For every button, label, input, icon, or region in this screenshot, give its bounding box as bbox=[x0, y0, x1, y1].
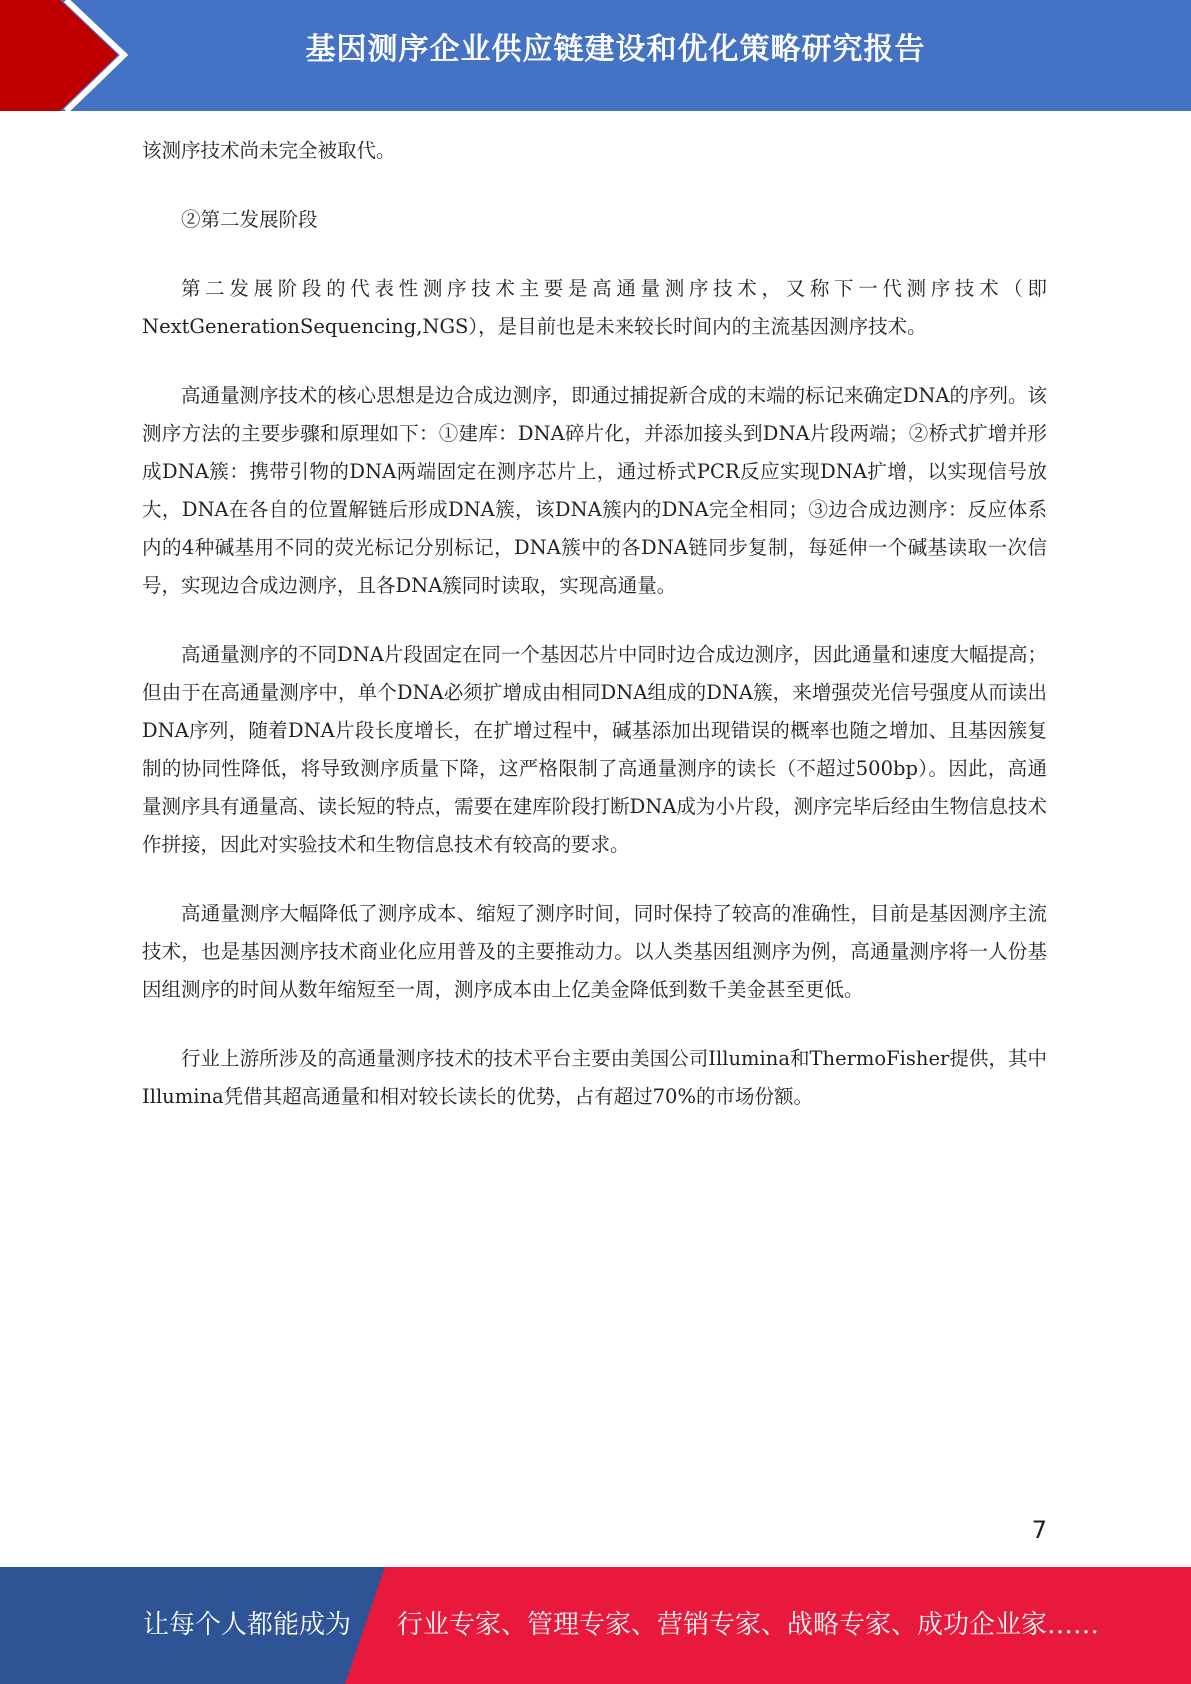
paragraph-ngs-platforms: 行业上游所涉及的高通量测序技术的技术平台主要由美国公司Illumina和ThermoFisher提供，其中Illumina凭借其超高通量和相对较长读长的优势，占有超过70%的市场份额。 bbox=[142, 1047, 1047, 1108]
paragraph-ngs-cost: 高通量测序大幅降低了测序成本、缩短了测序时间，同时保持了较高的准确性，目前是基因测序主流技术，也是基因测序技术商业化应用普及的主要推动力。以人类基因组测序为例，高通量测序将一人份基因组测序的时间从数年缩短至一周，测序成本由上亿美金降低到数千美金甚至更低。 bbox=[142, 902, 1047, 1001]
section-heading-second-stage: ②第二发展阶段 bbox=[181, 208, 318, 231]
footer-slogan-left: 让每个人都能成为 bbox=[143, 1610, 352, 1640]
report-title: 基因测序企业供应链建设和优化策略研究报告 bbox=[305, 32, 926, 67]
paragraph-continuation: 该测序技术尚未完全被取代。 bbox=[142, 139, 396, 162]
page-header bbox=[0, 0, 1191, 111]
page-number: 7 bbox=[1031, 1516, 1047, 1544]
footer-slogan-right: 行业专家、管理专家、营销专家、战略专家、成功企业家…… bbox=[397, 1610, 1100, 1640]
document-body bbox=[142, 132, 1047, 1147]
paragraph-ngs-intro: 第二发展阶段的代表性测序技术主要是高通量测序技术，又称下一代测序技术（即NextGenerationSequencing,NGS），是目前也是未来较长时间内的主流基因测序技术。 bbox=[142, 277, 1047, 338]
page-footer bbox=[0, 1567, 1191, 1684]
paragraph-ngs-limits: 高通量测序的不同DNA片段固定在同一个基因芯片中同时边合成边测序，因此通量和速度大幅提高；但由于在高通量测序中，单个DNA必须扩增成由相同DNA组成的DNA簇，来增强荧光信号强度从而读出DNA序列，随着DNA片段长度增长，在扩增过程中，碱基添加出现错误的概率也随之增加、且基因簇复制的协同性降低，将导致测序质量下降，这严格限制了高通量测序的读长（不超过500bp）。因此，高通量测序具有通量高、读长短的特点，需要在建库阶段打断DNA成为小片段，测序完毕后经由生物信息技术作拼接，因此对实验技术和生物信息技术有较高的要求。 bbox=[142, 643, 1047, 856]
paragraph-ngs-principle: 高通量测序技术的核心思想是边合成边测序，即通过捕捉新合成的末端的标记来确定DNA的序列。该测序方法的主要步骤和原理如下：①建库：DNA碎片化，并添加接头到DNA片段两端；②桥式扩增并形成DNA簇：携带引物的DNA两端固定在测序芯片上，通过桥式PCR反应实现DNA扩增，以实现信号放大，DNA在各自的位置解链后形成DNA簇，该DNA簇内的DNA完全相同；③边合成边测序：反应体系内的4种碱基用不同的荧光标记分别标记，DNA簇中的各DNA链同步复制，每延伸一个碱基读取一次信号，实现边合成边测序，且各DNA簇同时读取，实现高通量。 bbox=[142, 384, 1047, 597]
